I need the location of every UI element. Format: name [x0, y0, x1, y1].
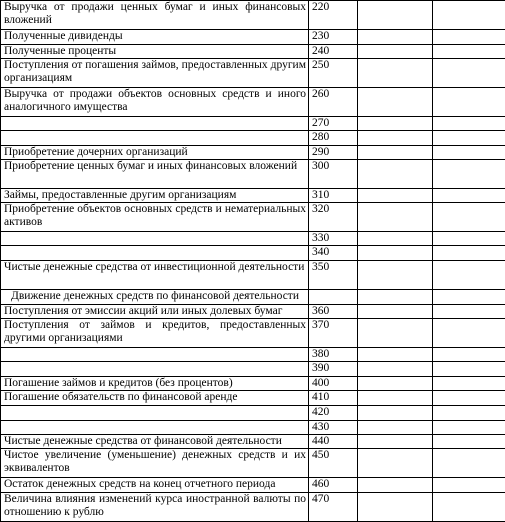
table-row [1, 493, 505, 522]
row-code: 320 [309, 203, 358, 232]
previous-period-cell [433, 391, 505, 406]
row-label [1, 232, 309, 246]
table-row [1, 160, 505, 189]
table-row [1, 59, 505, 88]
table-row [1, 117, 505, 131]
table-row [1, 189, 505, 203]
previous-period-cell [433, 478, 505, 493]
previous-period-cell [433, 45, 505, 59]
previous-period-cell [433, 1, 505, 30]
table-row [1, 478, 505, 493]
previous-period-cell [433, 377, 505, 391]
previous-period-cell [433, 261, 505, 290]
row-code: 230 [309, 30, 358, 45]
reporting-period-cell [358, 189, 433, 203]
table-row [1, 319, 505, 348]
table-row [1, 131, 505, 146]
row-code: 370 [309, 319, 358, 348]
previous-period-cell [433, 131, 505, 146]
previous-period-cell [433, 246, 505, 261]
table-row [1, 45, 505, 59]
row-label [1, 362, 309, 377]
reporting-period-cell [358, 377, 433, 391]
reporting-period-cell [358, 261, 433, 290]
table-row [1, 421, 505, 435]
previous-period-cell [433, 59, 505, 88]
reporting-period-cell [358, 449, 433, 478]
row-code [309, 290, 358, 305]
table-row [1, 305, 505, 319]
reporting-period-cell [358, 348, 433, 362]
row-label: Займы, предоставленные другим организациям [1, 189, 309, 203]
row-code: 240 [309, 45, 358, 59]
table-row [1, 203, 505, 232]
row-label: Чистые денежные средства от финансовой деятельности [1, 435, 309, 449]
row-code: 400 [309, 377, 358, 391]
row-code: 430 [309, 421, 358, 435]
previous-period-cell [433, 30, 505, 45]
table-row [1, 246, 505, 261]
row-code: 460 [309, 478, 358, 493]
row-code: 280 [309, 131, 358, 146]
previous-period-cell [433, 493, 505, 522]
previous-period-cell [433, 88, 505, 117]
reporting-period-cell [358, 435, 433, 449]
row-label: Погашение займов и кредитов (без процентов) [1, 377, 309, 391]
row-code: 340 [309, 246, 358, 261]
previous-period-cell [433, 449, 505, 478]
reporting-period-cell [358, 493, 433, 522]
table-row [1, 1, 505, 30]
reporting-period-cell [358, 391, 433, 406]
previous-period-cell [433, 435, 505, 449]
previous-period-cell [433, 319, 505, 348]
reporting-period-cell [358, 305, 433, 319]
row-label: Приобретение ценных бумаг и иных финансовых вложений [1, 160, 309, 189]
reporting-period-cell [358, 232, 433, 246]
row-label [1, 348, 309, 362]
row-label: Погашение обязательств по финансовой аренде [1, 391, 309, 406]
previous-period-cell [433, 290, 505, 305]
previous-period-cell [433, 305, 505, 319]
previous-period-cell [433, 160, 505, 189]
row-label: Поступления от погашения займов, предоставленных другим организациям [1, 59, 309, 88]
table-row [1, 435, 505, 449]
row-label [1, 117, 309, 131]
row-code: 420 [309, 406, 358, 421]
row-code: 270 [309, 117, 358, 131]
table-row [1, 406, 505, 421]
row-code: 310 [309, 189, 358, 203]
row-code: 390 [309, 362, 358, 377]
reporting-period-cell [358, 146, 433, 160]
reporting-period-cell [358, 290, 433, 305]
row-label: Приобретение объектов основных средств и нематериальных активов [1, 203, 309, 232]
reporting-period-cell [358, 117, 433, 131]
row-code: 450 [309, 449, 358, 478]
table-row [1, 348, 505, 362]
reporting-period-cell [358, 362, 433, 377]
cash-flow-table-body [1, 1, 505, 522]
reporting-period-cell [358, 246, 433, 261]
previous-period-cell [433, 232, 505, 246]
previous-period-cell [433, 203, 505, 232]
row-code: 470 [309, 493, 358, 522]
table-row [1, 88, 505, 117]
row-code: 250 [309, 59, 358, 88]
row-label: Поступления от займов и кредитов, предоставленных другими организациями [1, 319, 309, 348]
row-label: Чистые денежные средства от инвестиционной деятельности [1, 261, 309, 290]
reporting-period-cell [358, 319, 433, 348]
row-label [1, 131, 309, 146]
reporting-period-cell [358, 30, 433, 45]
previous-period-cell [433, 421, 505, 435]
reporting-period-cell [358, 160, 433, 189]
row-label: Поступления от эмиссии акций или иных долевых бумаг [1, 305, 309, 319]
reporting-period-cell [358, 203, 433, 232]
row-code: 290 [309, 146, 358, 160]
reporting-period-cell [358, 45, 433, 59]
previous-period-cell [433, 348, 505, 362]
table-row [1, 30, 505, 45]
reporting-period-cell [358, 131, 433, 146]
row-label: Приобретение дочерних организаций [1, 146, 309, 160]
reporting-period-cell [358, 478, 433, 493]
reporting-period-cell [358, 88, 433, 117]
reporting-period-cell [358, 421, 433, 435]
table-row [1, 449, 505, 478]
reporting-period-cell [358, 59, 433, 88]
row-label: Чистое увеличение (уменьшение) денежных средств и их эквивалентов [1, 449, 309, 478]
row-code: 380 [309, 348, 358, 362]
row-code: 360 [309, 305, 358, 319]
reporting-period-cell [358, 406, 433, 421]
row-label: Полученные проценты [1, 45, 309, 59]
row-code: 220 [309, 1, 358, 30]
row-label: Выручка от продажи объектов основных средств и иного аналогичного имущества [1, 88, 309, 117]
table-row [1, 261, 505, 290]
table-row [1, 362, 505, 377]
row-code: 260 [309, 88, 358, 117]
table-row [1, 391, 505, 406]
previous-period-cell [433, 117, 505, 131]
row-code: 350 [309, 261, 358, 290]
row-label: Выручка от продажи ценных бумаг и иных финансовых вложений [1, 1, 309, 30]
previous-period-cell [433, 189, 505, 203]
row-label [1, 406, 309, 421]
row-code: 440 [309, 435, 358, 449]
row-label [1, 246, 309, 261]
previous-period-cell [433, 362, 505, 377]
previous-period-cell [433, 146, 505, 160]
row-code: 410 [309, 391, 358, 406]
row-label [1, 421, 309, 435]
row-label: Величина влияния изменений курса иностранной валюты по отношению к рублю [1, 493, 309, 522]
row-code: 300 [309, 160, 358, 189]
row-code: 330 [309, 232, 358, 246]
table-row [1, 377, 505, 391]
previous-period-cell [433, 406, 505, 421]
table-row [1, 232, 505, 246]
row-label: Остаток денежных средств на конец отчетного периода [1, 478, 309, 493]
table-row [1, 290, 505, 305]
row-label: Полученные дивиденды [1, 30, 309, 45]
reporting-period-cell [358, 1, 433, 30]
table-row [1, 146, 505, 160]
row-label: Движение денежных средств по финансовой деятельности [1, 290, 309, 305]
